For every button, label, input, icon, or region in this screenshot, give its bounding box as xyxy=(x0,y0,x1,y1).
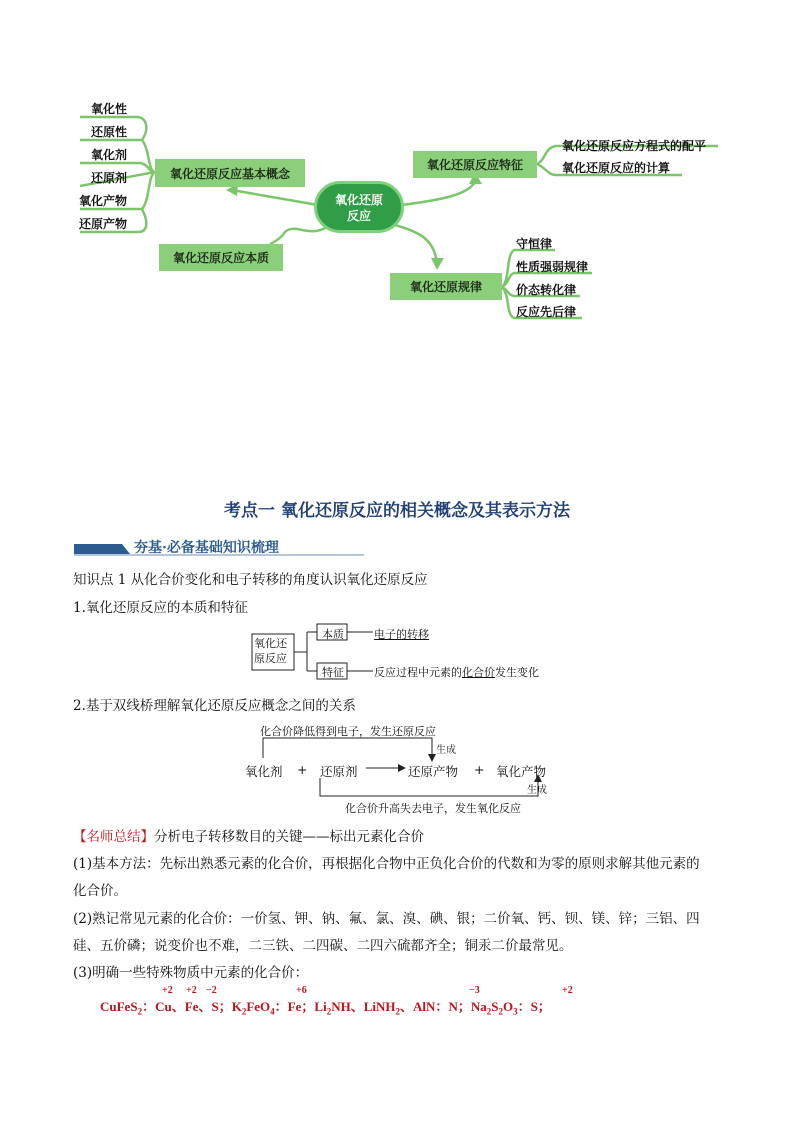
mindmap-leaf-valence: 价态转化律 xyxy=(516,283,577,297)
diagram2-generate-2: 生成 xyxy=(527,785,547,796)
chem-fe6: Fe xyxy=(287,999,302,1014)
ox-state-n: −3 xyxy=(469,985,480,996)
paragraph-2-line-2: 硅、五价磷；说变价也不难，二三铁、二四碳、二四六硫都齐全；铜汞二价最常见。 xyxy=(73,938,573,954)
mindmap-center-node xyxy=(314,181,404,233)
mindmap-essence-node xyxy=(159,244,283,271)
diagram1-branch-feature: 特征 xyxy=(322,666,344,679)
paragraph-1-line-2: 化合价。 xyxy=(73,883,127,899)
paragraph-2-line-1: (2)熟记常见元素的化合价：一价氢、钾、钠、氟、氯、溴、碘、银；二价氧、钙、钡、镁、锌；三铝、四 xyxy=(73,911,700,927)
chem-sep-4: 、 xyxy=(400,999,414,1014)
chem-semi-4: ； xyxy=(537,999,551,1014)
chem-na2s2o3-o-sub: 3 xyxy=(513,1006,518,1017)
chem-sep-3: 、 xyxy=(350,999,364,1014)
mindmap-basic-concepts-node xyxy=(155,159,305,187)
chem-cufes2-sub: 2 xyxy=(137,1006,143,1017)
ox-state-s2: +2 xyxy=(562,985,573,996)
chem-linh2: LiNH xyxy=(363,999,396,1014)
diagram2-generate-1: 生成 xyxy=(436,745,456,756)
chem-semi-3: ； xyxy=(457,999,471,1014)
mindmap-feature-node xyxy=(413,151,537,178)
diagram2-oxidation-product: 氧化产物 xyxy=(496,764,547,779)
diagram1-root-label: 氧化还原反应 xyxy=(254,637,287,665)
mindmap-leaf-reducing: 还原性 xyxy=(91,125,128,139)
mindmap-leaf-oxidizing: 氧化性 xyxy=(91,102,128,116)
mindmap-leaf-strength: 性质强弱规律 xyxy=(516,260,589,274)
chem-n: N xyxy=(448,999,458,1014)
mindmap-leaf-balancing: 氧化还原反应方程式的配平 xyxy=(562,139,707,153)
chem-semi-2: ； xyxy=(301,999,315,1014)
chem-k2feo4-rest: FeO xyxy=(246,999,271,1014)
diagram2-plus-1: + xyxy=(297,762,308,777)
mindmap-leaf-calculation: 氧化还原反应的计算 xyxy=(562,161,671,175)
diagram2-bottom-label: 化合价升高失去电子，发生氧化反应 xyxy=(345,802,521,815)
chem-cufes2-main: CuFeS xyxy=(100,999,138,1014)
chem-na2s2o3-o: O xyxy=(502,999,514,1014)
mindmap-leaf-conservation: 守恒律 xyxy=(516,237,553,251)
summary-tag: 【名师总结】 xyxy=(73,829,154,845)
diagram1-branch-essence: 本质 xyxy=(322,628,344,641)
chem-na2s2o3-s-sub: 2 xyxy=(498,1006,503,1017)
diagram2-oxidant: 氧化剂 xyxy=(245,764,283,779)
mindmap-law-node xyxy=(390,273,502,300)
chem-cufes2 xyxy=(100,999,143,1017)
mindmap-essence-label: 氧化还原反应本质 xyxy=(172,251,269,265)
mindmap-leaf-order: 反应先后律 xyxy=(516,305,577,319)
chem-li2nh-li: Li xyxy=(314,999,327,1014)
chem-aln: AlN xyxy=(413,999,436,1014)
banner-title: 夯基·必备基础知识梳理 xyxy=(134,540,279,556)
paragraph-1-line-1: (1)基本方法：先标出熟悉元素的化合价，再根据化合物中正负化合价的代数和为零的原则求解其他元素的 xyxy=(73,856,700,872)
diagram1-leaf-valence-change xyxy=(374,664,539,680)
ox-state-fe: +2 xyxy=(186,985,197,996)
chem-colon-3: ： xyxy=(435,999,449,1014)
chem-fe: Fe xyxy=(184,999,199,1014)
knowledge-point-1: 知识点 1 从化合价变化和电子转移的角度认识氧化还原反应 xyxy=(73,572,428,588)
chem-li2nh-sub: 2 xyxy=(326,1006,332,1017)
chem-semi-1: ； xyxy=(218,999,232,1014)
chem-na2s2o3-s: S xyxy=(491,999,499,1014)
diagram1-leaf-electron-transfer: 电子的转移 xyxy=(374,628,429,641)
chem-s2: S xyxy=(530,999,538,1014)
chem-k2feo4-sub2: 4 xyxy=(270,1006,275,1017)
chem-li2nh-rest: NH xyxy=(331,999,351,1014)
chem-k2feo4-sub1: 2 xyxy=(241,1006,247,1017)
diagram1-leaf2-underlined: 化合价 xyxy=(462,666,495,679)
diagram2-reductant: 还原剂 xyxy=(320,764,358,779)
item-1-heading: 1.氧化还原反应的本质和特征 xyxy=(73,600,248,616)
chem-colon-1: ： xyxy=(142,999,156,1014)
diagram1-leaf2-post: 发生变化 xyxy=(495,666,539,679)
chem-na-sub: 2 xyxy=(486,1006,492,1017)
section-title: 考点一 氧化还原反应的相关概念及其表示方法 xyxy=(224,501,570,521)
chem-linh2-sub: 2 xyxy=(395,1006,401,1017)
chem-sep-2: 、 xyxy=(198,999,212,1014)
ox-state-s: −2 xyxy=(206,985,217,996)
teacher-summary xyxy=(73,825,424,845)
chem-colon-4: ： xyxy=(517,999,531,1014)
mindmap-feature-label: 氧化还原反应特征 xyxy=(426,158,523,172)
mindmap-leaf-ox-product: 氧化产物 xyxy=(79,194,128,208)
ox-state-fe6: +6 xyxy=(296,985,307,996)
mindmap-law-label: 氧化还原规律 xyxy=(409,280,482,294)
ox-state-cu: +2 xyxy=(162,985,173,996)
mindmap-center-label: 氧化还原反应 xyxy=(335,193,384,223)
chem-cu: Cu xyxy=(155,999,172,1014)
chem-formula-line xyxy=(100,996,551,1017)
chem-sep-1: 、 xyxy=(171,999,185,1014)
chem-k2feo4-k: K xyxy=(231,999,242,1014)
chem-s: S xyxy=(211,999,219,1014)
diagram2-top-label: 化合价降低得到电子，发生还原反应 xyxy=(260,725,436,738)
mindmap-basic-concepts-label: 氧化还原反应基本概念 xyxy=(169,166,290,181)
item-2-heading: 2.基于双线桥理解氧化还原反应概念之间的关系 xyxy=(73,698,356,714)
mindmap-leaf-oxidant: 氧化剂 xyxy=(91,148,128,162)
chem-na: Na xyxy=(470,999,487,1014)
summary-heading: 分析电子转移数目的关键——标出元素化合价 xyxy=(154,829,424,845)
chem-colon-2: ： xyxy=(274,999,288,1014)
diagram1-root xyxy=(254,636,294,666)
paragraph-3: (3)明确一些特殊物质中元素的化合价： xyxy=(73,965,309,981)
mindmap-leaf-red-product: 还原产物 xyxy=(79,217,128,231)
diagram1-leaf2-pre: 反应过程中元素的 xyxy=(374,666,462,679)
mindmap-leaf-reductant: 还原剂 xyxy=(91,171,128,185)
diagram2-reduction-product: 还原产物 xyxy=(408,764,459,779)
diagram2-plus-2: + xyxy=(474,762,485,777)
